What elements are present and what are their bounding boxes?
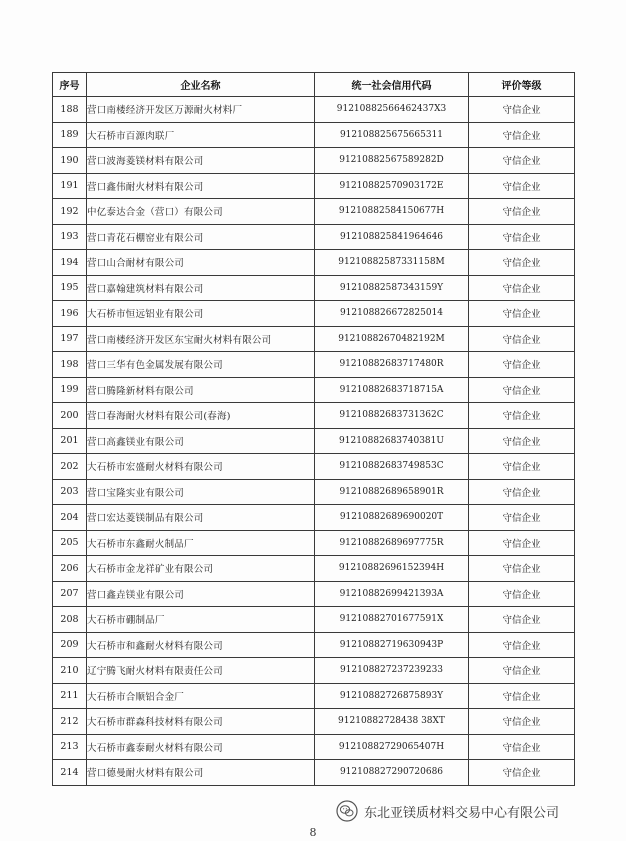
row-seq: 205 (53, 530, 87, 556)
row-grade: 守信企业 (469, 709, 575, 735)
row-seq: 199 (53, 377, 87, 403)
row-credit-code: 91210882570903172E (315, 173, 469, 199)
table-row (53, 122, 575, 148)
row-credit-code: 91210882689690020T (315, 505, 469, 531)
table-row (53, 148, 575, 174)
row-seq: 195 (53, 275, 87, 301)
table-row (53, 301, 575, 327)
row-company-name: 营口宝隆实业有限公司 (87, 479, 315, 505)
row-seq: 196 (53, 301, 87, 327)
row-grade: 守信企业 (469, 505, 575, 531)
table-row (53, 428, 575, 454)
row-seq: 204 (53, 505, 87, 531)
row-company-name: 营口高鑫镁业有限公司 (87, 428, 315, 454)
row-grade: 守信企业 (469, 632, 575, 658)
table-row (53, 352, 575, 378)
row-grade: 守信企业 (469, 734, 575, 760)
row-company-name: 营口宏达菱镁制品有限公司 (87, 505, 315, 531)
row-company-name: 大石桥市群森科技材料有限公司 (87, 709, 315, 735)
row-company-name: 营口南楼经济开发区万源耐火材料厂 (87, 97, 315, 123)
row-grade: 守信企业 (469, 122, 575, 148)
row-company-name: 营口三华有色金属发展有限公司 (87, 352, 315, 378)
wechat-watermark (336, 800, 616, 822)
row-credit-code: 91210882670482192M (315, 326, 469, 352)
row-company-name: 大石桥市硼制品厂 (87, 607, 315, 633)
row-seq: 193 (53, 224, 87, 250)
table-row (53, 377, 575, 403)
row-grade: 守信企业 (469, 556, 575, 582)
row-credit-code: 91210882726875893Y (315, 683, 469, 709)
row-seq: 214 (53, 760, 87, 786)
row-credit-code: 912108827237239233 (315, 658, 469, 684)
table-row (53, 709, 575, 735)
row-company-name: 大石桥市宏盛耐火材料有限公司 (87, 454, 315, 480)
row-grade: 守信企业 (469, 148, 575, 174)
row-seq: 206 (53, 556, 87, 582)
row-credit-code: 91210882699421393A (315, 581, 469, 607)
row-company-name: 大石桥市鑫泰耐火材料有限公司 (87, 734, 315, 760)
row-credit-code: 91210882728438 38XT (315, 709, 469, 735)
row-seq: 208 (53, 607, 87, 633)
row-company-name: 营口德曼耐火材料有限公司 (87, 760, 315, 786)
row-credit-code: 912108826672825014 (315, 301, 469, 327)
row-seq: 211 (53, 683, 87, 709)
row-seq: 189 (53, 122, 87, 148)
row-credit-code: 91210882689658901R (315, 479, 469, 505)
row-grade: 守信企业 (469, 352, 575, 378)
row-credit-code: 91210882566462437X3 (315, 97, 469, 123)
header-company-name: 企业名称 (87, 73, 315, 97)
table-row (53, 97, 575, 123)
row-credit-code: 91210882683731362C (315, 403, 469, 429)
row-company-name: 营口春海耐火材料有限公司(春海) (87, 403, 315, 429)
table-row (53, 479, 575, 505)
row-grade: 守信企业 (469, 97, 575, 123)
row-company-name: 辽宁腾飞耐火材料有限责任公司 (87, 658, 315, 684)
row-credit-code: 91210882683717480R (315, 352, 469, 378)
row-seq: 212 (53, 709, 87, 735)
table-row (53, 530, 575, 556)
row-company-name: 营口嘉翰建筑材料有限公司 (87, 275, 315, 301)
table-row (53, 173, 575, 199)
row-grade: 守信企业 (469, 173, 575, 199)
table-row (53, 556, 575, 582)
header-credit-code: 统一社会信用代码 (315, 73, 469, 97)
row-grade: 守信企业 (469, 275, 575, 301)
row-seq: 210 (53, 658, 87, 684)
row-seq: 190 (53, 148, 87, 174)
row-grade: 守信企业 (469, 530, 575, 556)
header-seq: 序号 (53, 73, 87, 97)
row-seq: 200 (53, 403, 87, 429)
row-credit-code: 91210882719630943P (315, 632, 469, 658)
row-seq: 203 (53, 479, 87, 505)
row-seq: 188 (53, 97, 87, 123)
table-row (53, 403, 575, 429)
row-credit-code: 912108825841964646 (315, 224, 469, 250)
row-credit-code: 912108827290720686 (315, 760, 469, 786)
table-row (53, 683, 575, 709)
table-body (53, 97, 575, 786)
row-seq: 192 (53, 199, 87, 225)
credit-rating-table (52, 72, 575, 786)
table-row (53, 632, 575, 658)
row-seq: 201 (53, 428, 87, 454)
row-seq: 198 (53, 352, 87, 378)
row-grade: 守信企业 (469, 377, 575, 403)
row-credit-code: 91210882689697775R (315, 530, 469, 556)
row-company-name: 大石桥市东鑫耐火制品厂 (87, 530, 315, 556)
row-grade: 守信企业 (469, 224, 575, 250)
watermark-text: 东北亚镁质材料交易中心有限公司 (364, 805, 560, 821)
row-seq: 202 (53, 454, 87, 480)
table-row (53, 224, 575, 250)
table-row (53, 275, 575, 301)
table-row (53, 760, 575, 786)
row-grade: 守信企业 (469, 250, 575, 276)
table-row (53, 454, 575, 480)
row-seq: 209 (53, 632, 87, 658)
row-grade: 守信企业 (469, 760, 575, 786)
row-company-name: 大石桥市百源肉联厂 (87, 122, 315, 148)
header-grade: 评价等级 (469, 73, 575, 97)
row-grade: 守信企业 (469, 454, 575, 480)
row-grade: 守信企业 (469, 658, 575, 684)
row-credit-code: 912108825675665311 (315, 122, 469, 148)
row-credit-code: 91210882587331158M (315, 250, 469, 276)
row-seq: 194 (53, 250, 87, 276)
row-credit-code: 91210882587343159Y (315, 275, 469, 301)
row-credit-code: 91210882567589282D (315, 148, 469, 174)
row-company-name: 大石桥市和鑫耐火材料有限公司 (87, 632, 315, 658)
row-grade: 守信企业 (469, 479, 575, 505)
row-grade: 守信企业 (469, 428, 575, 454)
row-company-name: 营口南楼经济开发区东宝耐火材料有限公司 (87, 326, 315, 352)
row-grade: 守信企业 (469, 403, 575, 429)
row-seq: 191 (53, 173, 87, 199)
row-credit-code: 91210882729065407H (315, 734, 469, 760)
row-grade: 守信企业 (469, 199, 575, 225)
wechat-icon (336, 800, 358, 822)
row-company-name: 大石桥市金龙祥矿业有限公司 (87, 556, 315, 582)
row-credit-code: 91210882696152394H (315, 556, 469, 582)
table-row (53, 250, 575, 276)
row-company-name: 营口鑫伟耐火材料有限公司 (87, 173, 315, 199)
row-grade: 守信企业 (469, 326, 575, 352)
table-row (53, 607, 575, 633)
row-grade: 守信企业 (469, 581, 575, 607)
row-seq: 207 (53, 581, 87, 607)
table-row (53, 326, 575, 352)
row-credit-code: 91210882701677591X (315, 607, 469, 633)
row-seq: 197 (53, 326, 87, 352)
row-grade: 守信企业 (469, 607, 575, 633)
row-credit-code: 91210882683740381U (315, 428, 469, 454)
row-credit-code: 91210882683718715A (315, 377, 469, 403)
table-row (53, 505, 575, 531)
row-company-name: 营口腾隆新材料有限公司 (87, 377, 315, 403)
table-row (53, 658, 575, 684)
row-grade: 守信企业 (469, 683, 575, 709)
row-credit-code: 91210882683749853C (315, 454, 469, 480)
row-company-name: 营口山合耐材有限公司 (87, 250, 315, 276)
row-credit-code: 91210882584150677H (315, 199, 469, 225)
row-grade: 守信企业 (469, 301, 575, 327)
row-seq: 213 (53, 734, 87, 760)
row-company-name: 营口青花石棚窑业有限公司 (87, 224, 315, 250)
row-company-name: 中亿泰达合金（营口）有限公司 (87, 199, 315, 225)
row-company-name: 大石桥市合顺铝合金厂 (87, 683, 315, 709)
page-number: 8 (309, 826, 317, 839)
row-company-name: 营口波海菱镁材料有限公司 (87, 148, 315, 174)
table-row (53, 734, 575, 760)
table-header-row (53, 73, 575, 97)
table-row (53, 199, 575, 225)
row-company-name: 大石桥市恒远铝业有限公司 (87, 301, 315, 327)
table-row (53, 581, 575, 607)
row-company-name: 营口鑫垚镁业有限公司 (87, 581, 315, 607)
